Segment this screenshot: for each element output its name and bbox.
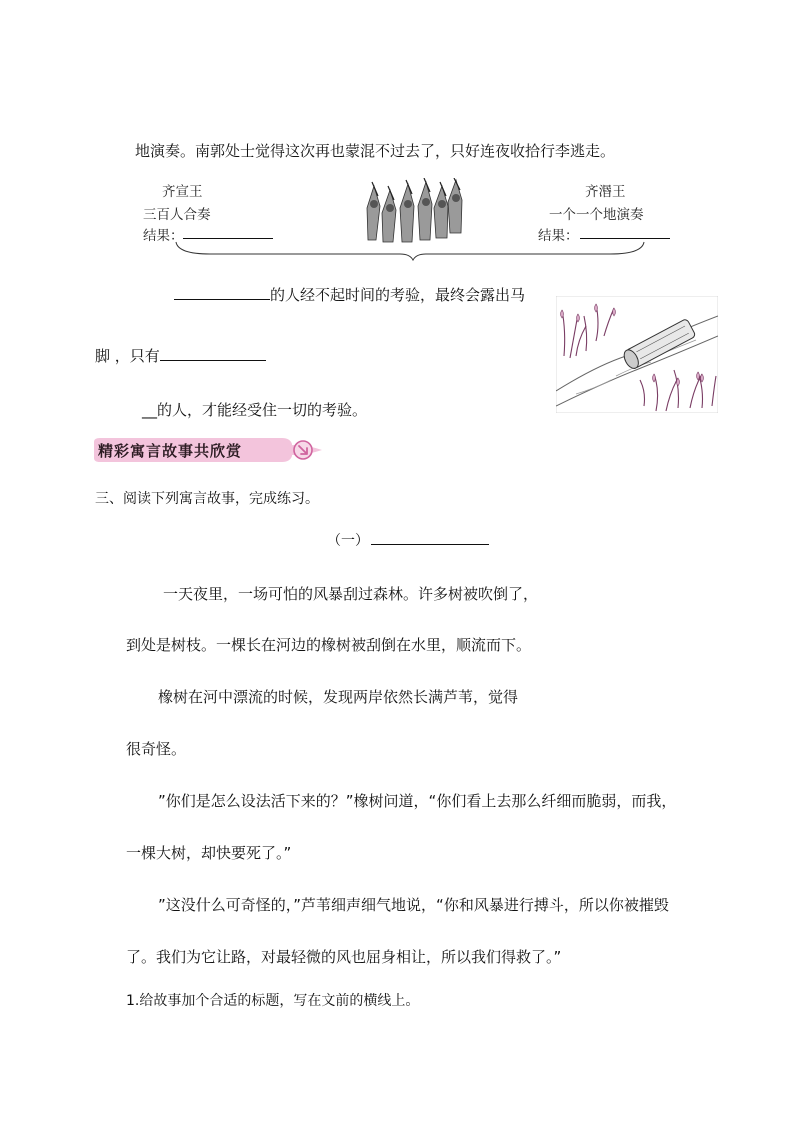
right-king: 齐湣王	[585, 184, 626, 200]
top-line: 地演奏。南郭处士觉得这次再也蒙混不过去了，只好连夜收拾行李逃走。	[135, 142, 616, 160]
fill-line-1-text: 的人经不起时间的考验，最终会露出马	[270, 286, 526, 304]
question-heading: 三、阅读下列寓言故事，完成练习。	[95, 491, 319, 507]
story-line: 一天夜里，一场可怕的风暴刮过森林。许多树被吹倒了，	[163, 585, 539, 603]
river-oak-illustration	[556, 296, 718, 413]
blank-1[interactable]	[174, 285, 270, 300]
story-line: 一棵大树，却快要死了。”	[126, 844, 292, 862]
story-line: ”这没什么可奇怪的，”芦苇细声细气地说，“你和风暴进行搏斗，所以你被摧毁	[158, 896, 669, 914]
fill-line-2	[95, 345, 266, 366]
left-king: 齐宣王	[162, 184, 203, 200]
story-line: ”你们是怎么设法活下来的？”橡树问道，“你们看上去那么纤细而脆弱，而我，	[158, 792, 677, 810]
fill-line-2-text: 脚 ，只有	[95, 347, 160, 365]
fill-line-1	[174, 284, 525, 305]
story-title-blank[interactable]	[371, 530, 489, 545]
banner-title: 精彩寓言故事共欣赏	[98, 442, 243, 460]
musicians-illustration	[362, 178, 467, 248]
right-result-label: 结果：	[538, 228, 579, 244]
story-title-prefix: （一）	[327, 533, 369, 549]
fill-line-3: __的人，才能经受住一切的考验。	[142, 401, 368, 419]
story-line: 橡树在河中漂流的时候，发现两岸依然长满芦苇，觉得	[158, 688, 519, 706]
right-mode: 一个一个地演奏	[549, 207, 644, 223]
brace-line	[170, 240, 650, 262]
story-title-line	[327, 530, 489, 550]
left-result-blank[interactable]	[183, 238, 273, 239]
story-line: 到处是树枝。一棵长在河边的橡树被刮倒在水里，顺流而下。	[126, 636, 532, 654]
arrow-down-right-circle-icon	[292, 439, 314, 461]
left-mode: 三百人合奏	[143, 207, 211, 223]
blank-2[interactable]	[160, 346, 266, 361]
section-banner	[92, 436, 324, 464]
left-result-label: 结果：	[143, 228, 184, 244]
task-1: 1.给故事加个合适的标题，写在文前的横线上。	[126, 993, 420, 1009]
right-result-blank[interactable]	[580, 238, 670, 239]
story-line: 了。我们为它让路，对最轻微的风也屈身相让，所以我们得救了。”	[126, 948, 562, 966]
story-line: 很奇怪。	[126, 740, 187, 758]
